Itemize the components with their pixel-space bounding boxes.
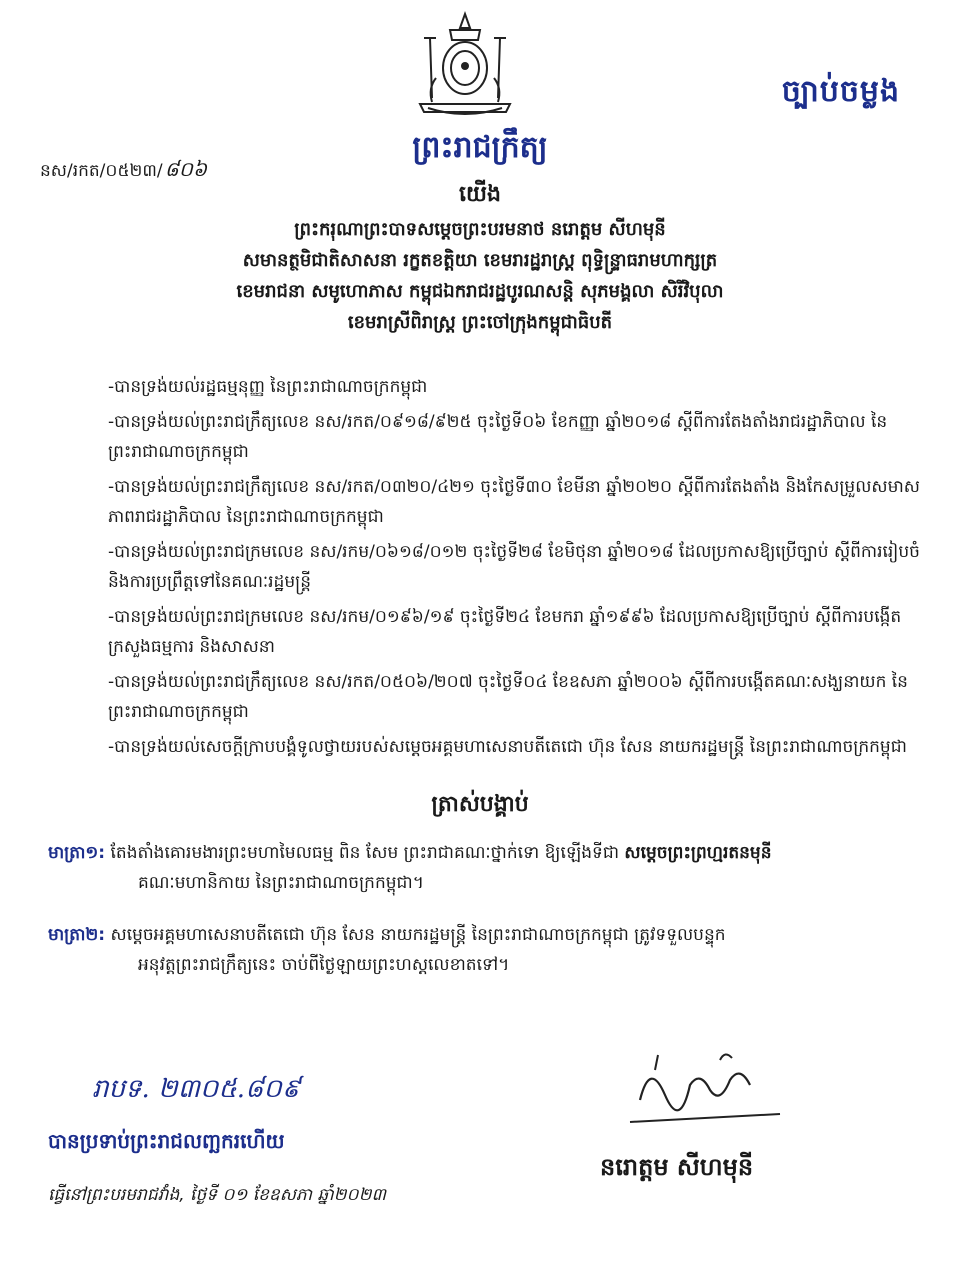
article-text-continued: គណៈមហានិកាយ នៃព្រះរាជាណាចក្រកម្ពុជា។ [138, 873, 424, 893]
citation-item: -បានទ្រង់យល់ព្រះរាជក្រមលេខ នស/រកម/០៦១៨/០១២ ចុះថ្ងៃទី២៨ ខែមិថុនា ឆ្នាំ២០១៨ ដែលប្រកាសឱ្យប្រើច្បាប់ ស្តីពីការរៀបចំ និងការប្រព្រឹត្តទៅនៃគណៈរដ្ឋមន្ត្រី [108, 542, 920, 592]
citation-item: -បានទ្រង់យល់ព្រះរាជក្រមលេខ នស/រកម/០១៩៦/១៩ ចុះថ្ងៃទី២៤ ខែមករា ឆ្នាំ១៩៩៦ ដែលប្រកាសឱ្យប្រើច្បាប់ ស្តីពីការបង្កើតក្រសួងធម្មការ និងសាសនា [108, 607, 902, 657]
citations-list [108, 372, 928, 767]
yeung-heading: យើង [459, 182, 501, 207]
citation-item: -បានទ្រង់យល់ព្រះរាជក្រឹត្យលេខ នស/រកត/០៩១៨/៩២៥ ចុះថ្ងៃទី០៦ ខែកញ្ញា ឆ្នាំ២០១៨ ស្តីពីការតែងតាំងរាជរដ្ឋាភិបាល នៃព្រះរាជាណាចក្រកម្ពុជា [108, 412, 888, 462]
document-title: ព្រះរាជក្រឹត្យ [412, 130, 548, 165]
article-title-strong: សម្តេចព្រះព្រហ្មរតនមុនី [624, 843, 772, 863]
article-text: តែងតាំងគោរមងារព្រះមហាមៃលធម្ម ពិន សែម ព្រះរាជាគណៈថ្នាក់ទោ ឱ្យឡើងទីជា [105, 843, 625, 863]
handwritten-registration-number: រាបទ. ២៣០៥.៨០៩ [92, 1074, 301, 1104]
article-1 [48, 838, 928, 898]
royal-signature [620, 1040, 790, 1140]
citation-item: -បានទ្រង់យល់ព្រះរាជក្រឹត្យលេខ នស/រកត/០៣២០/៤២១ ចុះថ្ងៃទី៣០ ខែមីនា ឆ្នាំ២០២០ ស្តីពីការតែងតាំង និងកែសម្រួលសមាសភាពរាជរដ្ឋាភិបាល នៃព្រះរាជាណាចក្រកម្ពុជា [108, 477, 920, 527]
reference-prefix: នស/រកត/០៥២៣/ [40, 161, 163, 181]
seal-affixed-note: បានប្រទាប់ព្រះរាជលញ្ឆករហើយ [48, 1129, 285, 1153]
royal-style-line: សមានត្ថមិជាតិសាសនា រក្ខតខត្តិយា ខេមរារដ្ឋរាស្ត្រ ពុទ្ធិន្ទ្រាធរាមហាក្សត្រ [242, 250, 718, 271]
royal-seal [410, 8, 520, 118]
article-2 [48, 920, 928, 980]
signer-name: នរោត្តម សីហមុនី [600, 1153, 754, 1181]
royal-styles [0, 214, 960, 338]
citation-item: -បានទ្រង់យល់សេចក្តីក្រាបបង្គំទូលថ្វាយរបស់សម្តេចអគ្គមហាសេនាបតីតេជោ ហ៊ុន សែន នាយករដ្ឋមន្ត្រី នៃព្រះរាជាណាចក្រកម្ពុជា [108, 737, 907, 757]
article-text-continued: អនុវត្តព្រះរាជក្រឹត្យនេះ ចាប់ពីថ្ងៃឡាយព្រះហស្តលេខាតទៅ។ [138, 955, 510, 975]
copy-stamp: ច្បាប់ចម្លង [781, 74, 900, 109]
citation-item: -បានទ្រង់យល់ព្រះរាជក្រឹត្យលេខ នស/រកត/០៥០៦/២០៧ ចុះថ្ងៃទី០៤ ខែឧសភា ឆ្នាំ២០០៦ ស្តីពីការបង្កើតគណៈសង្ឃនាយក នៃព្រះរាជាណាចក្រកម្ពុជា [108, 672, 908, 722]
article-text: សម្តេចអគ្គមហាសេនាបតីតេជោ ហ៊ុន សែន នាយករដ្ឋមន្ត្រី នៃព្រះរាជាណាចក្រកម្ពុជា ត្រូវទទួលបន្ទុក [105, 925, 726, 945]
signature-icon [620, 1040, 790, 1140]
orders-heading: ត្រាស់បង្គាប់ [431, 792, 529, 817]
royal-coat-of-arms-icon [410, 8, 520, 118]
royal-style-line: ខេមរាជនា សមូហោភាស កម្ពុជឯករាជរដ្ឋបូរណសន្តិ សុភមង្គលា សិរីវិបុលា [236, 281, 724, 302]
citation-item: -បានទ្រង់យល់រដ្ឋធម្មនុញ្ញ នៃព្រះរាជាណាចក្រកម្ពុជា [108, 377, 428, 397]
article-label: មាត្រា២: [48, 925, 106, 945]
article-label: មាត្រា១: [48, 843, 106, 863]
reference-handwritten-number: ៨០៦ [164, 157, 208, 181]
royal-style-line: ខេមរាស្រីពិរាស្ត្រ ព្រះចៅក្រុងកម្ពុជាធិបតី [347, 312, 613, 333]
done-at-date: ធ្វើនៅព្រះបរមរាជវាំង, ថ្ងៃទី ០១ ខែឧសភា ឆ្នាំ២០២៣ [48, 1185, 386, 1205]
royal-style-line: ព្រះករុណាព្រះបាទសម្តេចព្រះបរមនាថ នរោត្តម សីហមុនី [294, 219, 666, 240]
